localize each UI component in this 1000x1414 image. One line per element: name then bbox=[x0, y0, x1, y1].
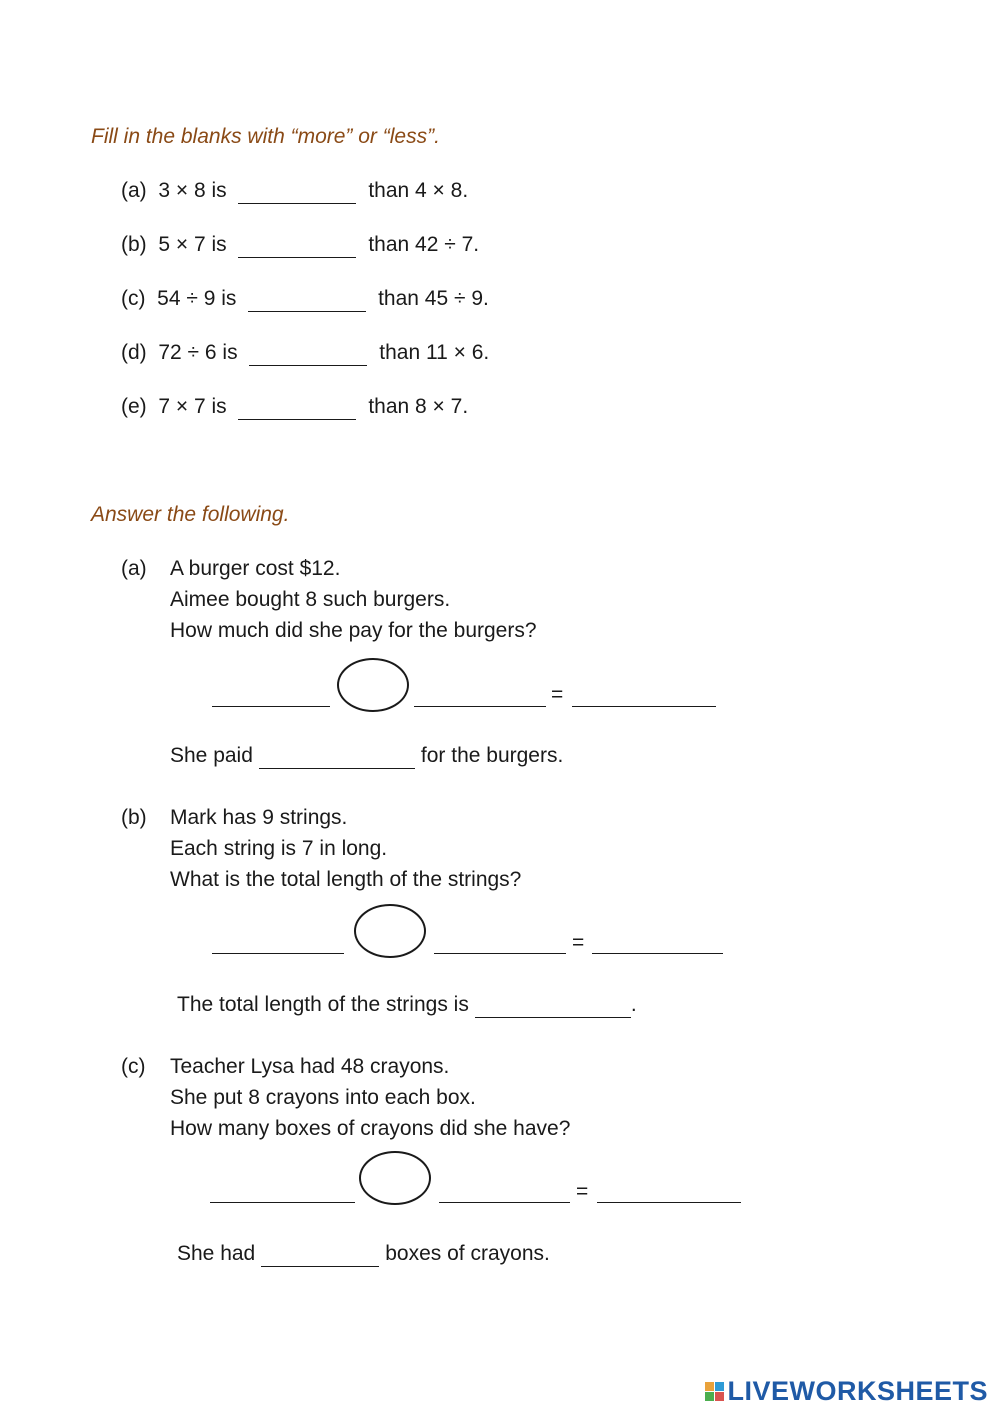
operator-oval-input[interactable] bbox=[354, 904, 426, 958]
expression-right: than 11 × 6. bbox=[379, 341, 490, 364]
answer-prefix: She paid bbox=[170, 744, 253, 767]
fill-blank-item bbox=[121, 180, 468, 204]
problem-label: (a) bbox=[121, 557, 147, 580]
expression-right: than 45 ÷ 9. bbox=[378, 287, 489, 310]
liveworksheets-logo bbox=[705, 1376, 988, 1407]
equals-sign: = bbox=[576, 1180, 589, 1203]
expression-left: 5 × 7 is bbox=[158, 233, 227, 256]
section-heading-answer: Answer the following. bbox=[91, 503, 290, 526]
problem-line: Each string is 7 in long. bbox=[170, 837, 388, 860]
expression-left: 54 ÷ 9 is bbox=[157, 287, 237, 310]
answer-prefix: She had bbox=[177, 1242, 256, 1265]
expression-right: than 8 × 7. bbox=[368, 395, 469, 418]
item-label: (a) bbox=[121, 179, 147, 202]
answer-sentence-input[interactable] bbox=[261, 1244, 379, 1267]
logo-text: LIVEWORKSHEETS bbox=[727, 1376, 988, 1406]
problem-line: Mark has 9 strings. bbox=[170, 806, 348, 829]
number-sentence-second-input[interactable] bbox=[434, 929, 566, 954]
answer-suffix: boxes of crayons. bbox=[385, 1242, 550, 1265]
number-sentence-result-input[interactable] bbox=[592, 929, 723, 954]
problem-line: How much did she pay for the burgers? bbox=[170, 619, 537, 642]
number-sentence-result-input[interactable] bbox=[597, 1178, 741, 1203]
item-label: (c) bbox=[121, 287, 146, 310]
liveworksheets-grid-icon bbox=[705, 1382, 724, 1401]
fill-blank-item bbox=[121, 234, 479, 258]
number-sentence-second-input[interactable] bbox=[439, 1178, 570, 1203]
answer-sentence bbox=[177, 1243, 550, 1267]
equals-sign: = bbox=[572, 931, 585, 954]
section-heading-fill-blanks: Fill in the blanks with “more” or “less”. bbox=[91, 125, 440, 148]
item-label: (e) bbox=[121, 395, 147, 418]
expression-left: 3 × 8 is bbox=[158, 179, 227, 202]
problem-line: A burger cost $12. bbox=[170, 557, 341, 580]
expression-right: than 4 × 8. bbox=[368, 179, 469, 202]
answer-sentence bbox=[170, 745, 563, 769]
problem-label: (b) bbox=[121, 806, 147, 829]
item-label: (d) bbox=[121, 341, 147, 364]
problem-line: Teacher Lysa had 48 crayons. bbox=[170, 1055, 450, 1078]
number-sentence-first-input[interactable] bbox=[210, 1178, 355, 1203]
equals-sign: = bbox=[551, 683, 564, 706]
number-sentence-result-input[interactable] bbox=[572, 682, 716, 707]
item-label: (b) bbox=[121, 233, 147, 256]
answer-blank-input[interactable] bbox=[249, 343, 367, 366]
fill-blank-item bbox=[121, 396, 468, 420]
number-sentence-second-input[interactable] bbox=[414, 682, 546, 707]
answer-suffix: for the burgers. bbox=[420, 744, 564, 767]
answer-blank-input[interactable] bbox=[238, 235, 356, 258]
operator-oval-input[interactable] bbox=[359, 1151, 431, 1205]
answer-sentence bbox=[177, 994, 637, 1018]
number-sentence-first-input[interactable] bbox=[212, 929, 344, 954]
fill-blank-item bbox=[121, 288, 489, 312]
problem-line: How many boxes of crayons did she have? bbox=[170, 1117, 571, 1140]
operator-oval-input[interactable] bbox=[337, 658, 409, 712]
answer-sentence-input[interactable] bbox=[475, 995, 631, 1018]
expression-left: 7 × 7 is bbox=[158, 395, 227, 418]
answer-sentence-input[interactable] bbox=[259, 746, 415, 769]
problem-line: Aimee bought 8 such burgers. bbox=[170, 588, 451, 611]
expression-left: 72 ÷ 6 is bbox=[158, 341, 238, 364]
number-sentence-first-input[interactable] bbox=[212, 682, 330, 707]
problem-line: What is the total length of the strings? bbox=[170, 868, 522, 891]
answer-suffix: . bbox=[630, 993, 637, 1016]
fill-blank-item bbox=[121, 342, 489, 366]
answer-blank-input[interactable] bbox=[238, 181, 356, 204]
answer-blank-input[interactable] bbox=[248, 289, 366, 312]
problem-label: (c) bbox=[121, 1055, 146, 1078]
answer-blank-input[interactable] bbox=[238, 397, 356, 420]
expression-right: than 42 ÷ 7. bbox=[368, 233, 480, 256]
problem-line: She put 8 crayons into each box. bbox=[170, 1086, 476, 1109]
answer-prefix: The total length of the strings is bbox=[177, 993, 469, 1016]
